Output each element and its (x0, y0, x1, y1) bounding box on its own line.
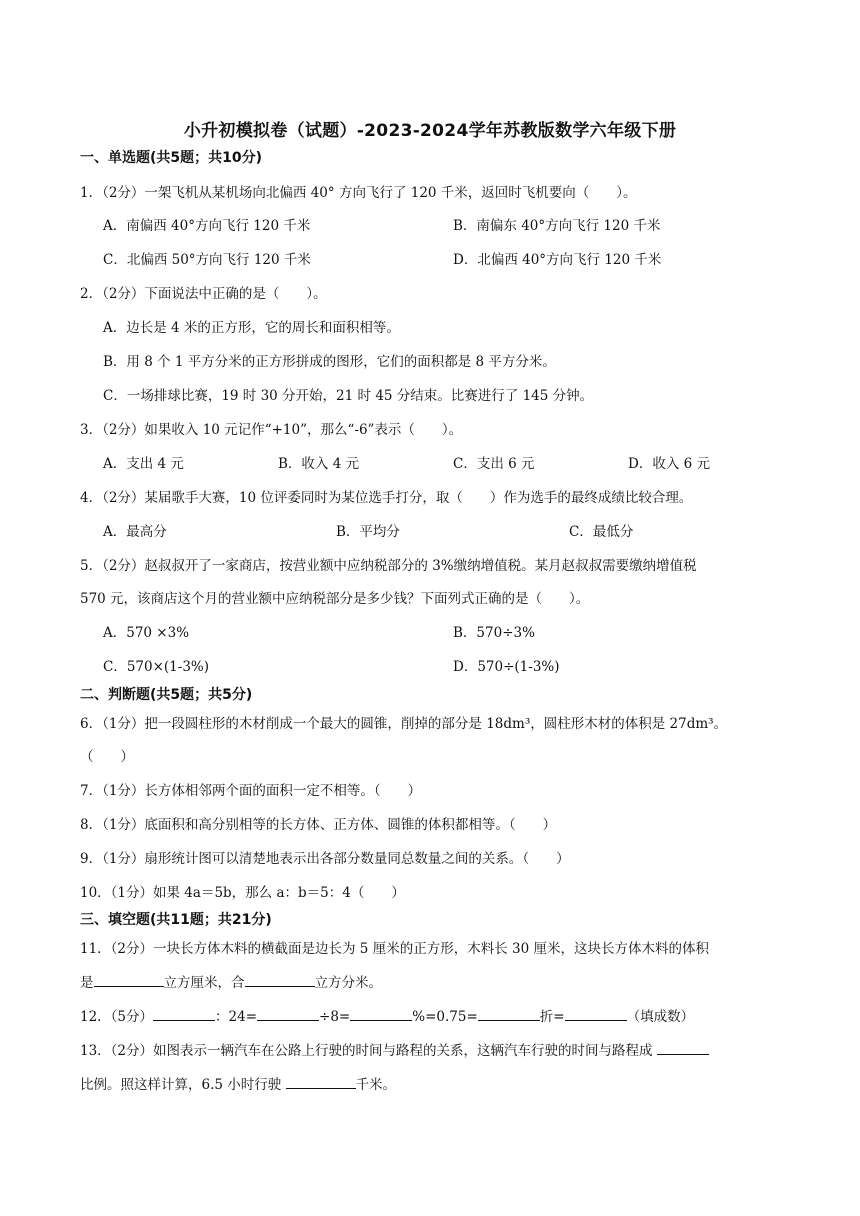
question-12-blank-4[interactable] (478, 1008, 540, 1021)
question-1-option-a: A．南偏西 40°方向飞行 120 千米 (103, 218, 311, 234)
section-heading-true-false: 二、判断题(共5题；共5分) (80, 687, 253, 703)
question-13-text-part-1: 13．（2分）如图表示一辆汽车在公路上行驶的时间与路程的关系，这辆汽车行驶的时间与路程成 (80, 1043, 653, 1059)
question-7: 7．（1分）长方体相邻两个面的面积一定不相等。（ ） (80, 783, 422, 799)
question-12-text-part-5: （填成数） (626, 1009, 695, 1025)
question-11-blank-1[interactable] (94, 974, 164, 987)
question-12-blank-3[interactable] (350, 1008, 412, 1021)
question-5-option-c: C．570×(1-3%) (103, 659, 210, 675)
question-12-label: 12．（5分） (80, 1009, 154, 1025)
question-11-text-part-2: 立方厘米，合 (163, 975, 245, 991)
question-3-option-c: C．支出 6 元 (453, 456, 535, 472)
question-2-option-c: C．一场排球比赛，19 时 30 分开始，21 时 45 分结束。比赛进行了 145 分钟。 (103, 388, 594, 404)
section-heading-fill-in: 三、填空题(共11题；共21分) (80, 912, 272, 928)
question-12-text-part-4: 折= (539, 1009, 565, 1025)
question-13-blank-1[interactable] (657, 1042, 709, 1055)
question-3-stem: 3．（2分）如果收入 10 元记作“+10”，那么“-6”表示（ ）。 (80, 422, 463, 438)
question-12-blank-2[interactable] (257, 1008, 319, 1021)
question-11-blank-2[interactable] (245, 974, 315, 987)
question-1-stem: 1．（2分）一架飞机从某机场向北偏西 40° 方向飞行了 120 千米，返回时飞机要向（ ）。 (80, 185, 637, 201)
question-1-option-b: B．南偏东 40°方向飞行 120 千米 (453, 218, 661, 234)
question-5-stem-line-2: 570 元，该商店这个月的营业额中应纳税部分是多少钱？下面列式正确的是（ ）。 (80, 591, 590, 607)
question-6-answer-paren: （ ） (80, 749, 134, 765)
question-4-option-a: A．最高分 (103, 524, 167, 540)
question-12-blank-5[interactable] (565, 1008, 627, 1021)
question-2-option-a: A．边长是 4 米的正方形，它的周长和面积相等。 (103, 320, 400, 336)
question-5-option-d: D．570÷(1-3%) (453, 659, 560, 675)
question-5-option-b: B．570÷3% (453, 625, 535, 641)
question-12-text-part-2: ÷8= (319, 1009, 351, 1025)
question-6-stem-line-1: 6．（1分）把一段圆柱形的木材削成一个最大的圆锥，削掉的部分是 18dm³，圆柱形木材的体积是 27dm³。 (80, 716, 728, 732)
question-2-stem: 2．（2分）下面说法中正确的是（ ）。 (80, 286, 327, 302)
question-12-blank-1[interactable] (153, 1008, 215, 1021)
question-5-stem-line-1: 5．（2分）赵叔叔开了一家商店，按营业额中应纳税部分的 3%缴纳增值税。某月赵叔叔需要缴纳增值税 (80, 558, 697, 574)
page-title: 小升初模拟卷（试题）-2023-2024学年苏教版数学六年级下册 (183, 121, 677, 141)
question-11-text-part-3: 立方分米。 (314, 975, 382, 991)
question-4-option-c: C．最低分 (569, 524, 634, 540)
question-1-option-c: C．北偏西 50°方向飞行 120 千米 (103, 252, 311, 268)
question-2-option-b: B．用 8 个 1 平方分米的正方形拼成的图形，它们的面积都是 8 平方分米。 (103, 354, 556, 370)
question-11-text-part-1: 是 (80, 975, 94, 991)
question-3-option-d: D．收入 6 元 (628, 456, 710, 472)
question-12-text-part-1: ：24= (215, 1009, 258, 1025)
question-8: 8．（1分）底面积和高分别相等的长方体、正方体、圆锥的体积都相等。（ ） (80, 817, 557, 833)
question-12 (80, 1005, 694, 1025)
question-9: 9．（1分）扇形统计图可以清楚地表示出各部分数量同总数量之间的关系。（ ） (80, 851, 570, 867)
question-13-blank-2[interactable] (286, 1076, 356, 1089)
question-10: 10．（1分）如果 4a＝5b，那么 a：b＝5：4（ ） (80, 885, 405, 901)
question-4-option-b: B．平均分 (336, 524, 400, 540)
question-11-stem-line-2 (80, 971, 382, 991)
question-3-option-a: A．支出 4 元 (103, 456, 184, 472)
question-4-stem: 4．（2分）某届歌手大赛，10 位评委同时为某位选手打分，取（ ）作为选手的最终成绩比较合理。 (80, 490, 693, 506)
section-heading-single-choice: 一、单选题(共5题；共10分) (80, 150, 263, 166)
question-11-stem-line-1: 11．（2分）一块长方体木料的横截面是边长为 5 厘米的正方形，木料长 30 厘米，这块长方体木料的体积 (80, 941, 709, 957)
question-13-text-part-3: 千米。 (355, 1077, 397, 1093)
question-1-option-d: D．北偏西 40°方向飞行 120 千米 (453, 252, 662, 268)
question-3-option-b: B．收入 4 元 (278, 456, 360, 472)
question-13-text-part-2: 比例。照这样计算，6.5 小时行驶 (80, 1077, 282, 1093)
question-13-stem-line-2 (80, 1073, 396, 1093)
question-13-stem-line-1 (80, 1039, 709, 1059)
question-12-text-part-3: %=0.75= (412, 1009, 478, 1025)
question-5-option-a: A．570 ×3% (103, 625, 190, 641)
